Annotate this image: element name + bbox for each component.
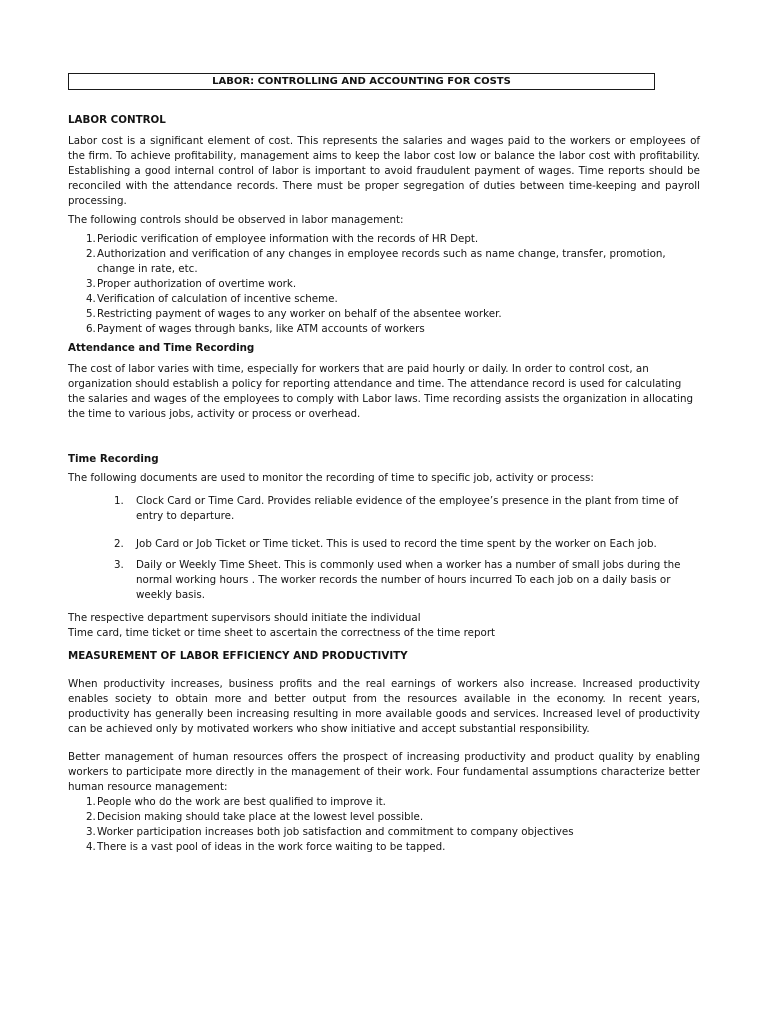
assumptions-list xyxy=(68,795,700,855)
list-item: 2. Decision making should take place at the lowest level possible. xyxy=(86,811,424,823)
list-item: 1. Periodic verification of employee information with the records of HR Dept. xyxy=(86,233,479,245)
list-item: 3. Worker participation increases both job satisfaction and commitment to company objectives xyxy=(86,826,574,838)
list-item: 2. Authorization and verification of any changes in employee records such as name change, transfer, promotion, change in rate, etc. xyxy=(86,248,666,275)
list-item: 6. Payment of wages through banks, like ATM accounts of workers xyxy=(86,323,425,335)
document-body xyxy=(68,113,700,855)
time-documents-list xyxy=(68,494,700,603)
list-item: 1. People who do the work are best qualified to improve it. xyxy=(86,796,386,808)
measurement-heading: MEASUREMENT OF LABOR EFFICIENCY AND PRODUCTIVITY xyxy=(68,650,408,662)
time-recording-heading: Time Recording xyxy=(68,453,159,465)
labor-control-heading: LABOR CONTROL xyxy=(68,114,166,126)
supervisor-note-line-2: Time card, time ticket or time sheet to ascertain the correctness of the time report xyxy=(68,627,496,639)
measurement-paragraph-1: When productivity increases, business profits and the real earnings of workers also increase. Increased productivity enables society to obtain more and better output from the resources available in the economy. In recent years, productivity has generally been increasing resulting in more available goods and services. Increased level of productivity can be achieved only by motivated workers who show initiative and accept substantial responsibility. xyxy=(68,678,700,735)
measurement-paragraph-2: Better management of human resources offers the prospect of increasing productivity and product quality by enabling workers to participate more directly in the management of their work. Four fundamental assumptions characterize better human resource management: xyxy=(68,751,700,793)
controls-intro: The following controls should be observed in labor management: xyxy=(68,214,404,226)
attendance-heading: Attendance and Time Recording xyxy=(68,342,255,354)
list-item: 5. Restricting payment of wages to any worker on behalf of the absentee worker. xyxy=(86,308,502,320)
labor-control-paragraph: Labor cost is a significant element of cost. This represents the salaries and wages paid to the workers or employees of the firm. To achieve profitability, management aims to keep the labor cost low or balance the labor cost with profitability. Establishing a good internal control of labor is important to avoid fraudulent payment of wages. Time reports should be reconciled with the attendance records. There must be proper segregation of duties between time-keeping and payroll processing. xyxy=(68,135,700,207)
controls-list xyxy=(68,232,700,337)
supervisor-note-line-1: The respective department supervisors should initiate the individual xyxy=(68,612,421,624)
list-item: 3. Proper authorization of overtime work. xyxy=(86,278,297,290)
time-recording-intro: The following documents are used to monitor the recording of time to specific job, activity or process: xyxy=(68,472,594,484)
attendance-paragraph: The cost of labor varies with time, especially for workers that are paid hourly or daily. In order to control cost, an organization should establish a policy for reporting attendance and time. The attendance record is used for calculating the salaries and wages of the employees to comply with Labor laws. Time recording assists the organization in allocating the time to various jobs, activity or process or overhead. xyxy=(68,363,694,420)
document-title: LABOR: CONTROLLING AND ACCOUNTING FOR COSTS xyxy=(68,73,655,90)
list-item: 1. Clock Card or Time Card. Provides reliable evidence of the employee’s presence in the plant from time of entry to departure. xyxy=(114,495,679,522)
list-item: 3. Daily or Weekly Time Sheet. This is commonly used when a worker has a number of small jobs during the normal working hours . The worker records the number of hours incurred To each job on a daily basis or weekly basis. xyxy=(114,559,681,601)
list-item: 2. Job Card or Job Ticket or Time ticket. This is used to record the time spent by the worker on Each job. xyxy=(114,538,657,550)
list-item: 4. Verification of calculation of incentive scheme. xyxy=(86,293,338,305)
list-item: 4. There is a vast pool of ideas in the work force waiting to be tapped. xyxy=(86,841,446,853)
